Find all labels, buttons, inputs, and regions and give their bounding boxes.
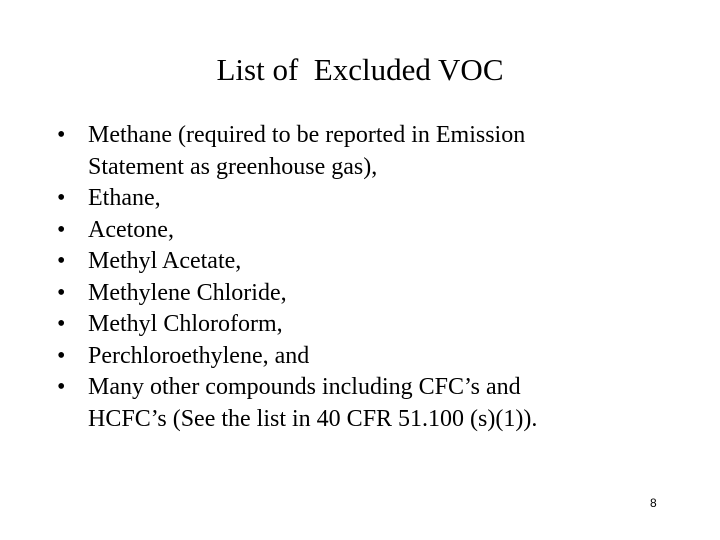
bullet-icon: •: [57, 122, 66, 148]
bullet-icon: •: [57, 279, 66, 306]
list-item-text: Perchloroethylene, and: [88, 342, 310, 369]
list-item: [57, 215, 657, 247]
list-item: [57, 278, 657, 310]
list-item: [57, 309, 657, 341]
bullet-icon: •: [57, 185, 66, 211]
page-number: 8: [650, 496, 657, 510]
list-item-text: Methylene Chloride,: [88, 279, 287, 306]
list-item: [57, 372, 657, 435]
bullet-icon: •: [57, 374, 66, 400]
bullet-icon: •: [57, 342, 66, 369]
list-item-text: Many other compounds including CFC’s and HCFC’s (See the list in 40 CFR 51.100 (s)(1)).: [88, 374, 538, 432]
list-item: [57, 120, 657, 183]
list-item: [57, 246, 657, 278]
list-item: [57, 183, 657, 215]
list-item-text: Methyl Chloroform,: [88, 311, 283, 337]
bullet-list: [57, 120, 657, 435]
list-item-text: Methyl Acetate,: [88, 248, 242, 274]
bullet-icon: •: [57, 216, 66, 243]
slide-title: List of Excluded VOC: [216, 52, 504, 87]
bullet-icon: •: [57, 248, 66, 274]
list-item-text: Acetone,: [88, 216, 174, 243]
list-item: [57, 341, 657, 373]
list-item-text: Ethane,: [88, 185, 161, 211]
list-item-text: Methane (required to be reported in Emission Statement as greenhouse gas),: [88, 122, 526, 180]
bullet-icon: •: [57, 311, 66, 337]
